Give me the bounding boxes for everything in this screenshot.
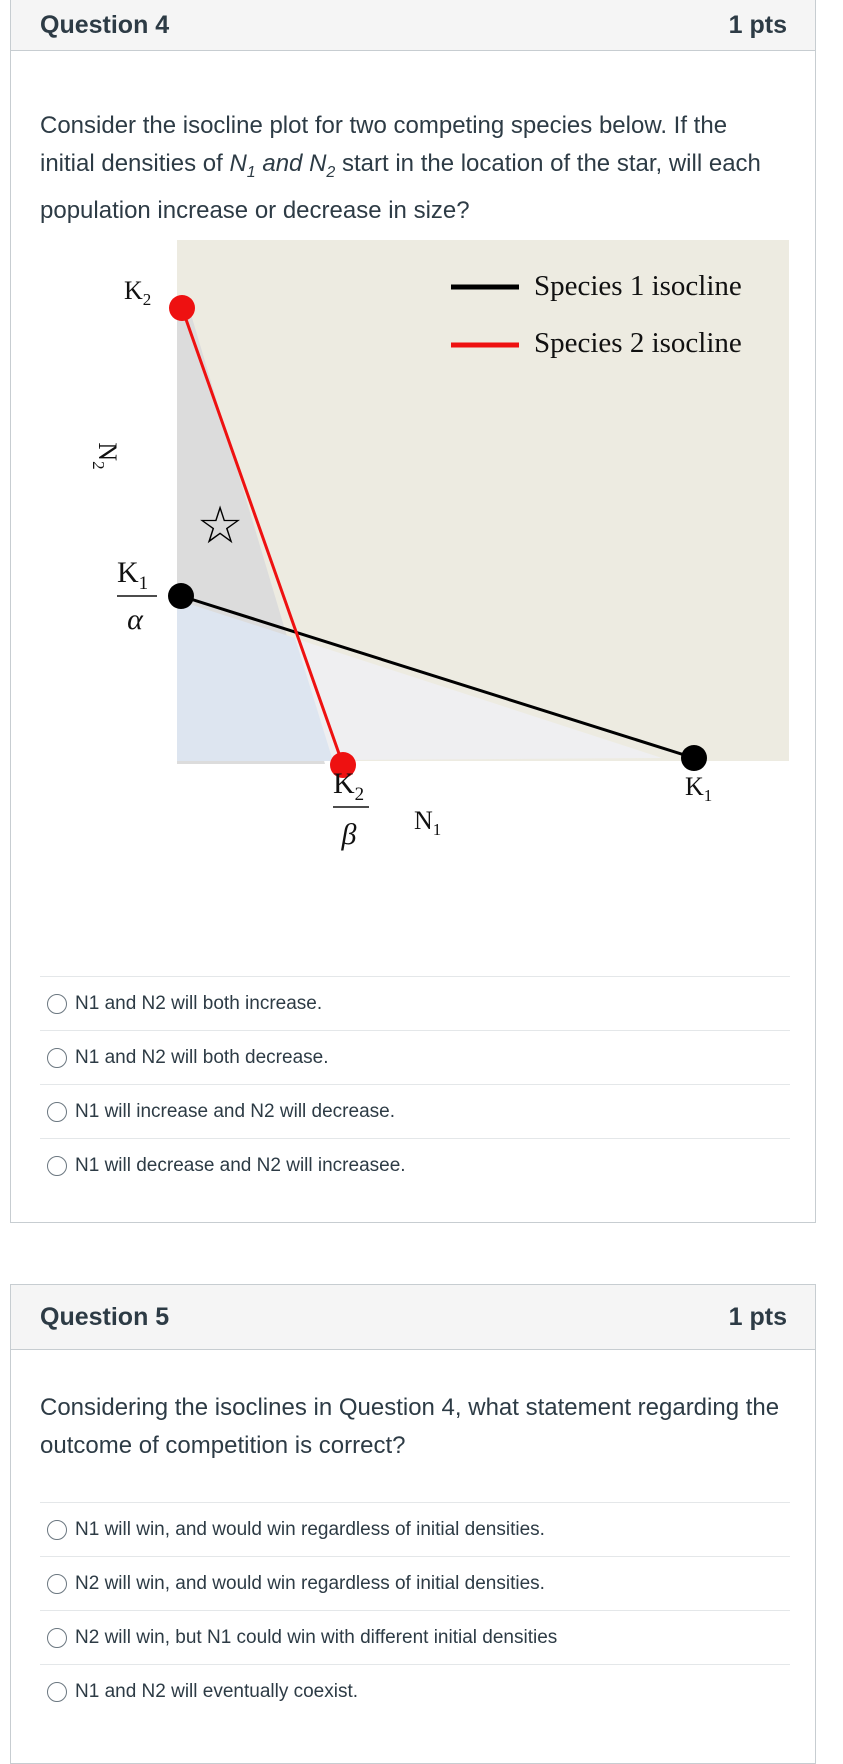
radio-button[interactable] xyxy=(47,1102,67,1122)
question-4-answers xyxy=(40,976,790,1192)
radio-button[interactable] xyxy=(47,1048,67,1068)
label-k2b-subscript: 2 xyxy=(354,784,365,805)
answer-label: N1 will win, and would win regardless of initial densities. xyxy=(75,1518,545,1540)
radio-button[interactable] xyxy=(47,1520,67,1540)
question-4-text-part2: start in the location of the star, will each population increase or decrease in size? xyxy=(40,150,761,224)
question-4-card xyxy=(10,0,816,1223)
axis-label-n1 xyxy=(414,806,441,839)
question-4-text-part1: Consider the isocline plot for two competing species below. If the initial densities of xyxy=(40,112,728,177)
answer-option[interactable] xyxy=(40,1030,790,1084)
label-k1-over-alpha-num xyxy=(117,556,148,594)
question-5-title: Question 5 xyxy=(40,1302,170,1331)
question-4-header xyxy=(11,0,815,51)
answer-label: N1 and N2 will both increase. xyxy=(75,992,323,1014)
question-5-card xyxy=(10,1284,816,1764)
answer-label: N1 and N2 will eventually coexist. xyxy=(75,1680,359,1702)
label-k1 xyxy=(685,772,712,805)
answer-option[interactable] xyxy=(40,1610,790,1664)
n1-symbol: N xyxy=(229,150,247,177)
n1-subscript: 1 xyxy=(246,163,256,181)
answer-label: N1 and N2 will both decrease. xyxy=(75,1046,329,1068)
answer-label: N1 will increase and N2 will decrease. xyxy=(75,1100,395,1122)
axis-label-n2 xyxy=(89,442,122,469)
radio-button[interactable] xyxy=(47,994,67,1014)
label-k2-letter: K xyxy=(124,276,143,305)
question-5-header xyxy=(11,1285,815,1350)
label-beta: β xyxy=(341,818,357,851)
star-icon: ☆ xyxy=(196,498,244,555)
answer-option[interactable] xyxy=(40,1556,790,1610)
answer-option[interactable] xyxy=(40,1502,790,1556)
label-k2-subscript: 2 xyxy=(142,290,152,309)
and-word: and xyxy=(255,150,310,177)
label-k2b-letter: K xyxy=(333,767,355,800)
answer-option[interactable] xyxy=(40,1084,790,1138)
answer-label: N2 will win, and would win regardless of initial densities. xyxy=(75,1572,545,1594)
question-4-points: 1 pts xyxy=(728,10,787,39)
isocline-figure xyxy=(39,230,799,870)
radio-button[interactable] xyxy=(47,1574,67,1594)
k2-point xyxy=(169,295,195,321)
question-5-text: Considering the isoclines in Question 4, what statement regarding the outcome of competition is correct? xyxy=(40,1394,780,1459)
answer-option[interactable] xyxy=(40,976,790,1030)
question-4-text xyxy=(40,107,780,230)
label-k1-letter: K xyxy=(685,772,704,801)
legend-species-2-label: Species 2 isocline xyxy=(534,327,742,359)
label-alpha: α xyxy=(127,603,143,636)
radio-button[interactable] xyxy=(47,1628,67,1648)
answer-label: N2 will win, but N1 could win with different initial densities xyxy=(75,1626,558,1648)
legend-species-1-label: Species 1 isocline xyxy=(534,270,742,302)
label-k2 xyxy=(124,276,151,309)
axis-label-n1-letter: N xyxy=(414,806,433,835)
label-k2-over-beta-num xyxy=(333,767,364,805)
label-k1-subscript: 1 xyxy=(703,786,713,805)
question-5-points: 1 pts xyxy=(728,1302,787,1331)
k1-point xyxy=(681,745,707,771)
answer-option[interactable] xyxy=(40,1138,790,1192)
n2-subscript: 2 xyxy=(326,163,336,181)
axis-label-n2-subscript: 2 xyxy=(89,461,108,470)
answer-option[interactable] xyxy=(40,1664,790,1718)
answer-label: N1 will decrease and N2 will increasee. xyxy=(75,1154,406,1176)
question-4-title: Question 4 xyxy=(40,10,170,39)
n2-symbol: N xyxy=(309,150,327,177)
axis-label-n1-subscript: 1 xyxy=(432,820,442,839)
label-k1a-subscript: 1 xyxy=(138,573,149,594)
radio-button[interactable] xyxy=(47,1682,67,1702)
question-5-answers xyxy=(40,1502,790,1718)
k1-alpha-point xyxy=(168,583,194,609)
label-k1a-letter: K xyxy=(117,556,139,589)
radio-button[interactable] xyxy=(47,1156,67,1176)
axis-label-n2-letter: N xyxy=(93,442,122,462)
